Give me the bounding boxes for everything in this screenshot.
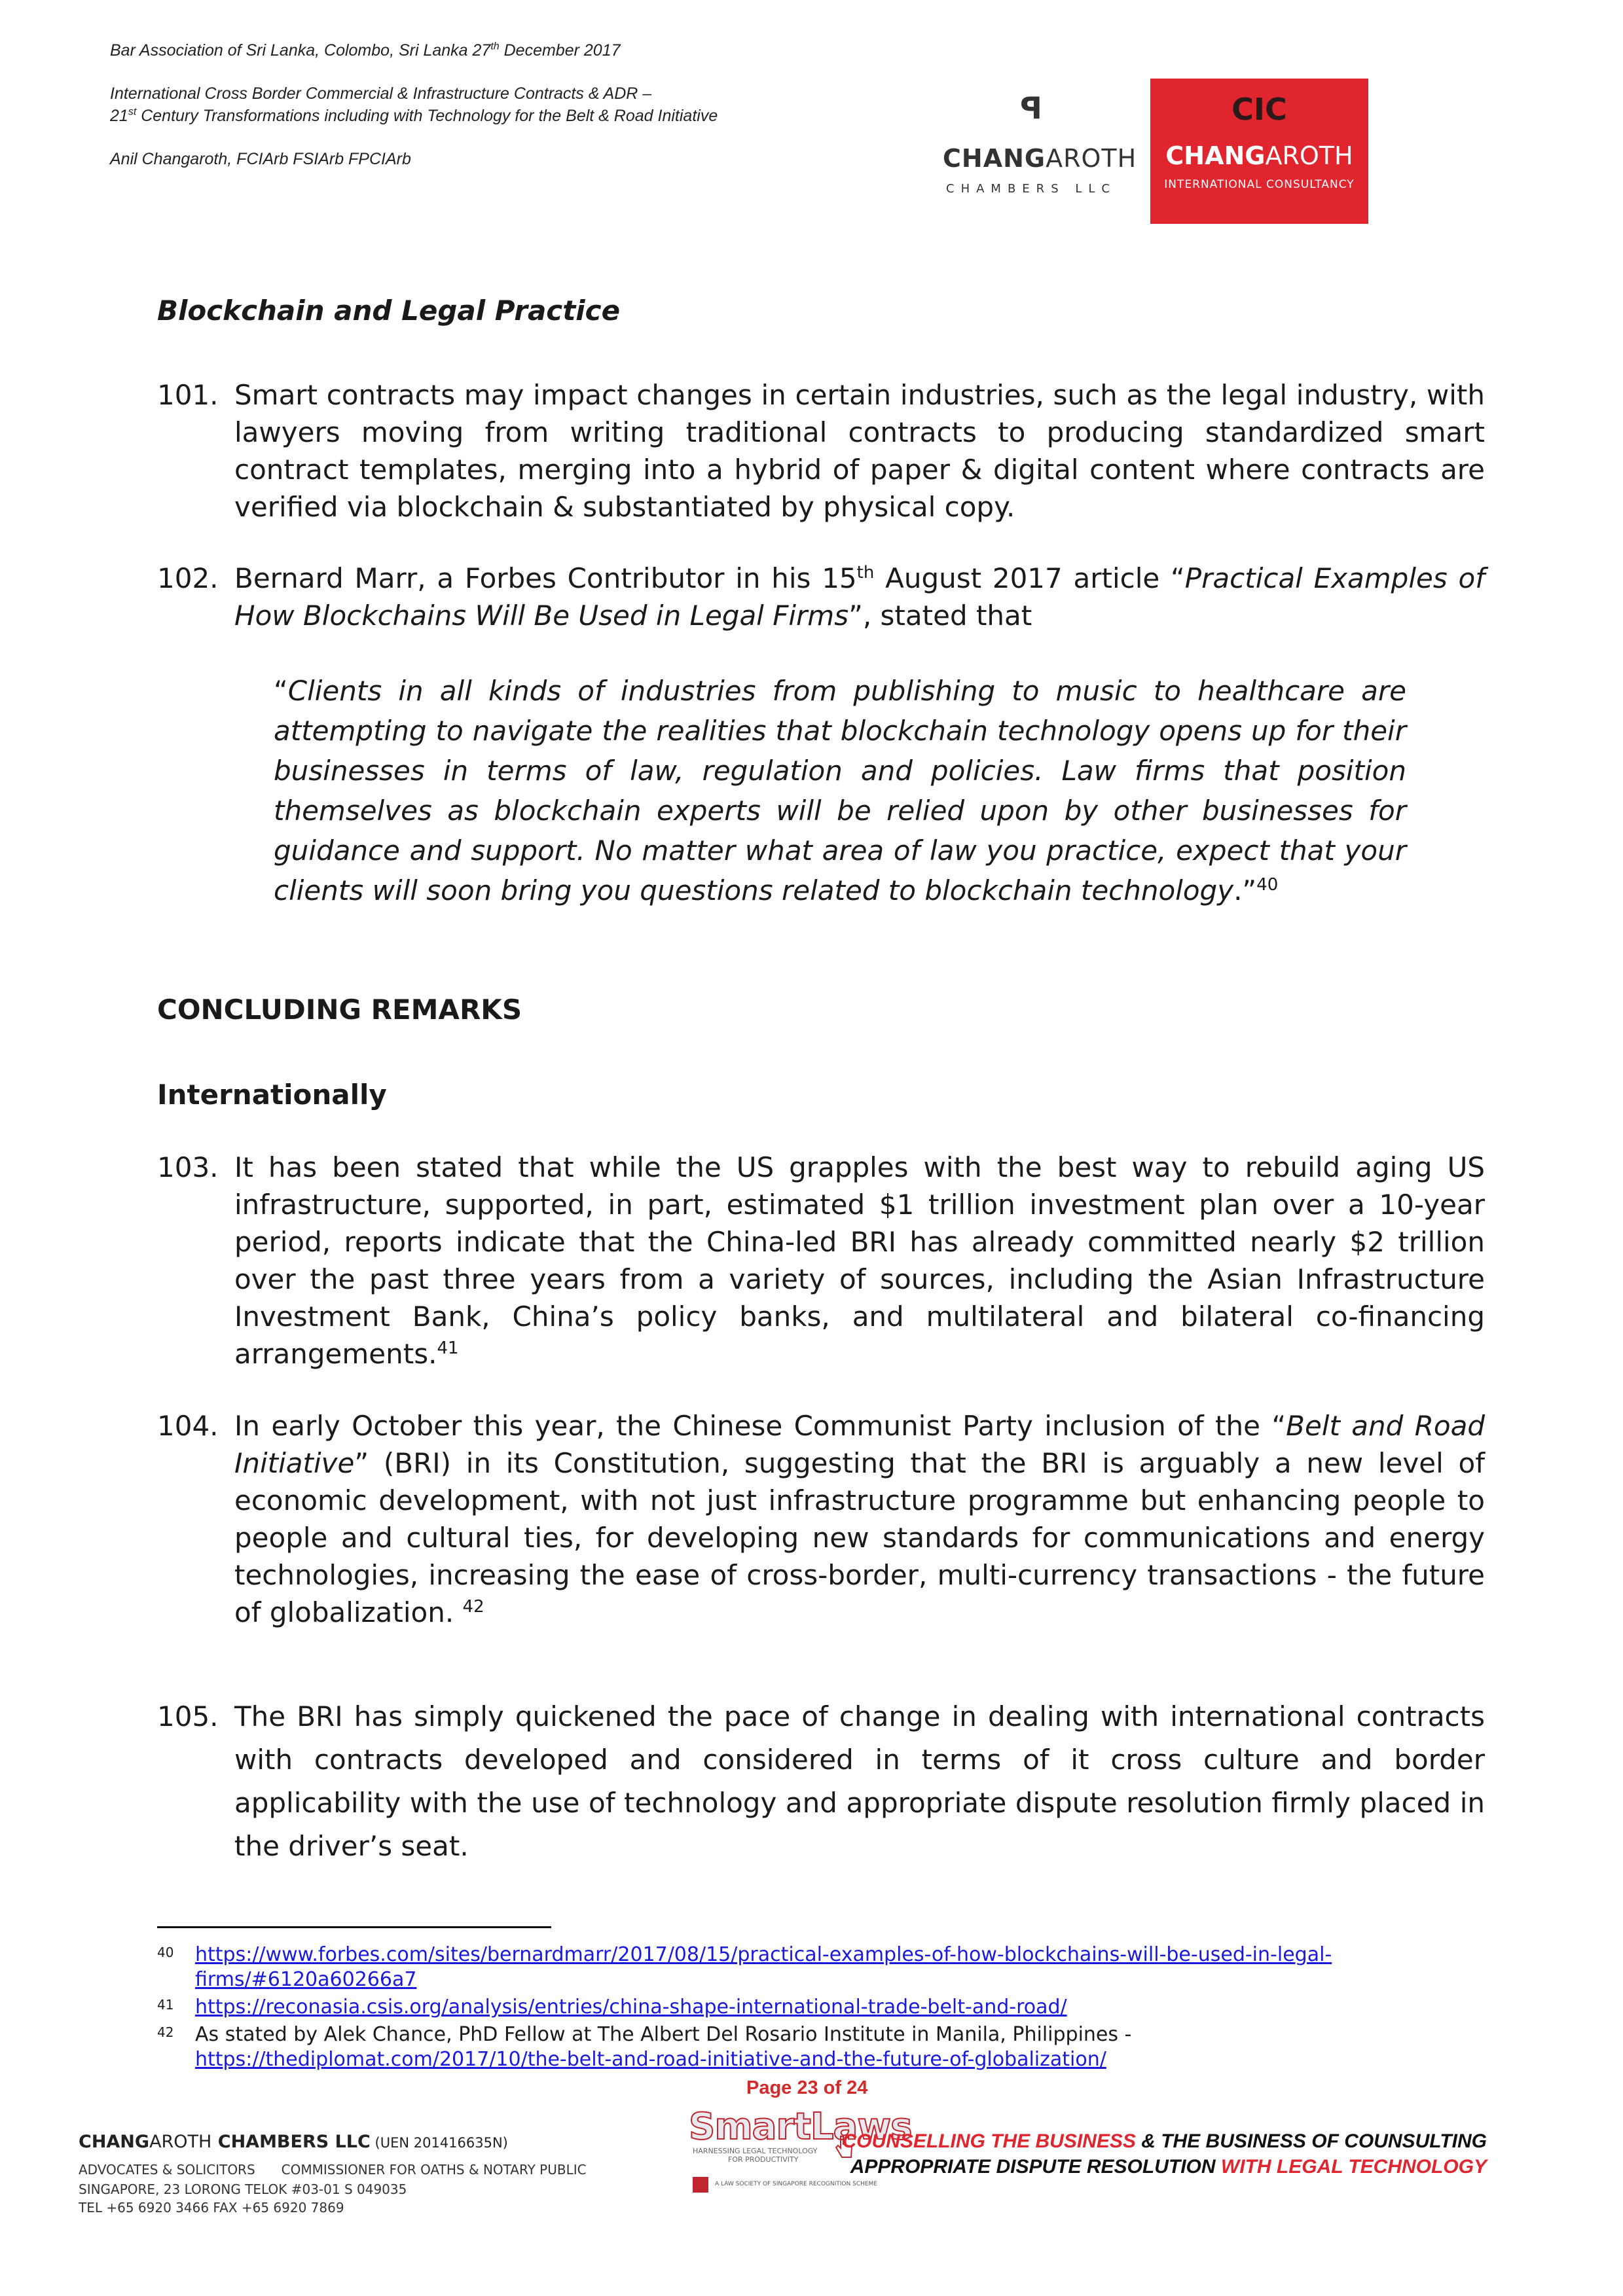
consultancy-logo-name: CHANGAROTH bbox=[1165, 141, 1353, 170]
footnote-link[interactable]: https://www.forbes.com/sites/bernardmarr/2017/08/15/practical-examples-of-how-blockchains-will-be-used-in-legal-firms/#6120a60266a7 bbox=[195, 1943, 1332, 1991]
footer-practice-line: ADVOCATES & SOLICITORS COMMISSIONER FOR OATHS & NOTARY PUBLIC bbox=[79, 2162, 587, 2178]
smartlaws-society-text: A LAW SOCIETY OF SINGAPORE RECOGNITION SCHEME bbox=[715, 2181, 878, 2187]
header-event-line: Bar Association of Sri Lanka, Colombo, Sri Lanka 27th December 2017 bbox=[110, 41, 621, 60]
footer-contact: TEL +65 6920 3466 FAX +65 6920 7869 bbox=[79, 2200, 344, 2215]
chambers-logo-sub: CHAMBERS LLC bbox=[946, 182, 1116, 196]
paragraph-text: In early October this year, the Chinese Communist Party inclusion of the “Belt and Road Initiative” (BRI) in its Constitution, suggesting that the BRI is arguably a new level of economic development, with not just infrastructure programme but enhancing people to people and cultural ties, for developing new standards for communications and energy technologies, increasing the ease of cross-border, multi-currency transactions - the future of globalization. $^{42}$ bbox=[234, 1410, 1485, 1628]
footnote-ref-41[interactable]: 41 bbox=[437, 1338, 459, 1358]
paragraph-103 bbox=[157, 1149, 1485, 1372]
paragraph-text: Smart contracts may impact changes in certain industries, such as the legal industry, with lawyers moving from writing traditional contracts to producing standardized smart contract templates, merging into a hybrid of paper & digital content where contracts are verified via blockchain & substantiated by physical copy. bbox=[234, 379, 1485, 523]
smartlaws-tagline: HARNESSING LEGAL TECHNOLOGY bbox=[693, 2147, 818, 2155]
section-heading-concluding: CONCLUDING REMARKS bbox=[157, 994, 522, 1026]
consultancy-logo-sub: INTERNATIONAL CONSULTANCY bbox=[1164, 178, 1355, 191]
paragraph-number: 101. bbox=[157, 379, 219, 411]
footnote-42: 42 As stated by Alek Chance, PhD Fellow at The Albert Del Rosario Institute in Manila, Philippines - https://thediplomat.com/2017/10/the-belt-and-road-initiative-and-the-future-of-globalization/ bbox=[157, 2022, 1486, 2072]
paragraph-104 bbox=[157, 1407, 1485, 1631]
chambers-logo-name: CHANGAROTH bbox=[943, 144, 1137, 173]
footnote-number: 40 bbox=[157, 1945, 174, 1960]
law-society-badge-icon bbox=[693, 2177, 708, 2193]
paragraph-text: The BRI has simply quickened the pace of change in dealing with international contracts with contracts developed and considered in terms of it cross culture and border applicability with the use of technology and appropriate dispute resolution firmly placed in the driver’s seat. bbox=[234, 1700, 1485, 1862]
footnote-ref-42[interactable]: 42 bbox=[462, 1597, 484, 1617]
paragraph-101 bbox=[157, 376, 1485, 526]
article-title: Practical Examples of How Blockchains Will Be Used in Legal Firms bbox=[234, 562, 1485, 632]
footer-address: SINGAPORE, 23 LORONG TELOK #03-01 S 049035 bbox=[79, 2181, 407, 2197]
footer-firm-name: CHANGAROTH CHAMBERS LLC (UEN 201416635N) bbox=[79, 2132, 508, 2152]
header-title-line: International Cross Border Commercial & Infrastructure Contracts & ADR – bbox=[110, 84, 652, 103]
bri-title: Belt and Road Initiative bbox=[234, 1410, 1485, 1479]
footnote-separator bbox=[157, 1926, 551, 1928]
changaroth-chambers-logo bbox=[943, 90, 1137, 223]
paragraph-105 bbox=[157, 1695, 1485, 1868]
paragraph-102 bbox=[157, 560, 1485, 634]
paragraph-number: 103. bbox=[157, 1151, 219, 1183]
header-subtitle-line: 21st Century Transformations including with Technology for the Belt & Road Initiative bbox=[110, 106, 718, 125]
smartlaws-logo bbox=[689, 2106, 912, 2199]
footnote-link[interactable]: https://reconasia.csis.org/analysis/entries/china-shape-international-trade-belt-and-road/ bbox=[195, 1996, 1067, 2018]
footnote-number: 42 bbox=[157, 2024, 174, 2040]
footer-slogan-1: COUNSELLING THE BUSINESS & THE BUSINESS OF COUNSULTING bbox=[842, 2130, 1487, 2152]
footer-slogan-2: APPROPRIATE DISPUTE RESOLUTION WITH LEGAL TECHNOLOGY bbox=[850, 2156, 1487, 2178]
paragraph-text: Bernard Marr, a Forbes Contributor in his 15th August 2017 article “Practical Examples of How Blockchains Will Be Used in Legal Firms”, stated that bbox=[234, 562, 1485, 632]
paragraph-number: 102. bbox=[157, 562, 219, 594]
footnote-41 bbox=[157, 1995, 1486, 2020]
footnote-number: 41 bbox=[157, 1997, 174, 2013]
paragraph-text: It has been stated that while the US grapples with the best way to rebuild aging US infrastructure, supported, in part, estimated $1 trillion investment plan over a 10-year period, reports indicate that the China-led BRI has already committed nearly $2 trillion over the past three years from a variety of sources, including the Asian Infrastructure Investment Bank, China’s policy banks, and multilateral and bilateral co-financing arrangements.$^{41}$ bbox=[234, 1151, 1485, 1370]
footnote-40 bbox=[157, 1943, 1486, 1992]
footnote-link[interactable]: https://thediplomat.com/2017/10/the-belt-and-road-initiative-and-the-future-of-globalization/ bbox=[195, 2048, 1106, 2071]
header-author-line: Anil Changaroth, FCIArb FSIArb FPCIArb bbox=[110, 150, 411, 168]
smartlaws-wordmark: SmartLaws bbox=[689, 2106, 912, 2148]
chambers-logo-mark: ꟼ bbox=[1020, 90, 1042, 126]
paragraph-number: 105. bbox=[157, 1700, 219, 1732]
subheading-internationally: Internationally bbox=[157, 1079, 387, 1111]
changaroth-consultancy-logo bbox=[1150, 79, 1368, 224]
paragraph-number: 104. bbox=[157, 1410, 219, 1442]
section-heading-blockchain: Blockchain and Legal Practice bbox=[157, 295, 621, 327]
blockquote-marr: “Clients in all kinds of industries from publishing to music to healthcare are attempting to navigate the realities that blockchain technology opens up for their businesses in terms of law, regulation and policies. Law firms that position themselves as blockchain experts will be relied upon by other businesses for guidance and support. No matter what area of law you practice, expect that your clients will soon bring you questions related to blockchain technology.”$^{40}$ bbox=[274, 675, 1406, 906]
footnote-ref-40[interactable]: 40 bbox=[1256, 875, 1279, 895]
smartlaws-tagline-2: FOR PRODUCTIVITY bbox=[728, 2155, 799, 2164]
page-number: Page 23 of 24 bbox=[746, 2077, 868, 2098]
consultancy-logo-mark: CIC bbox=[1231, 92, 1287, 127]
